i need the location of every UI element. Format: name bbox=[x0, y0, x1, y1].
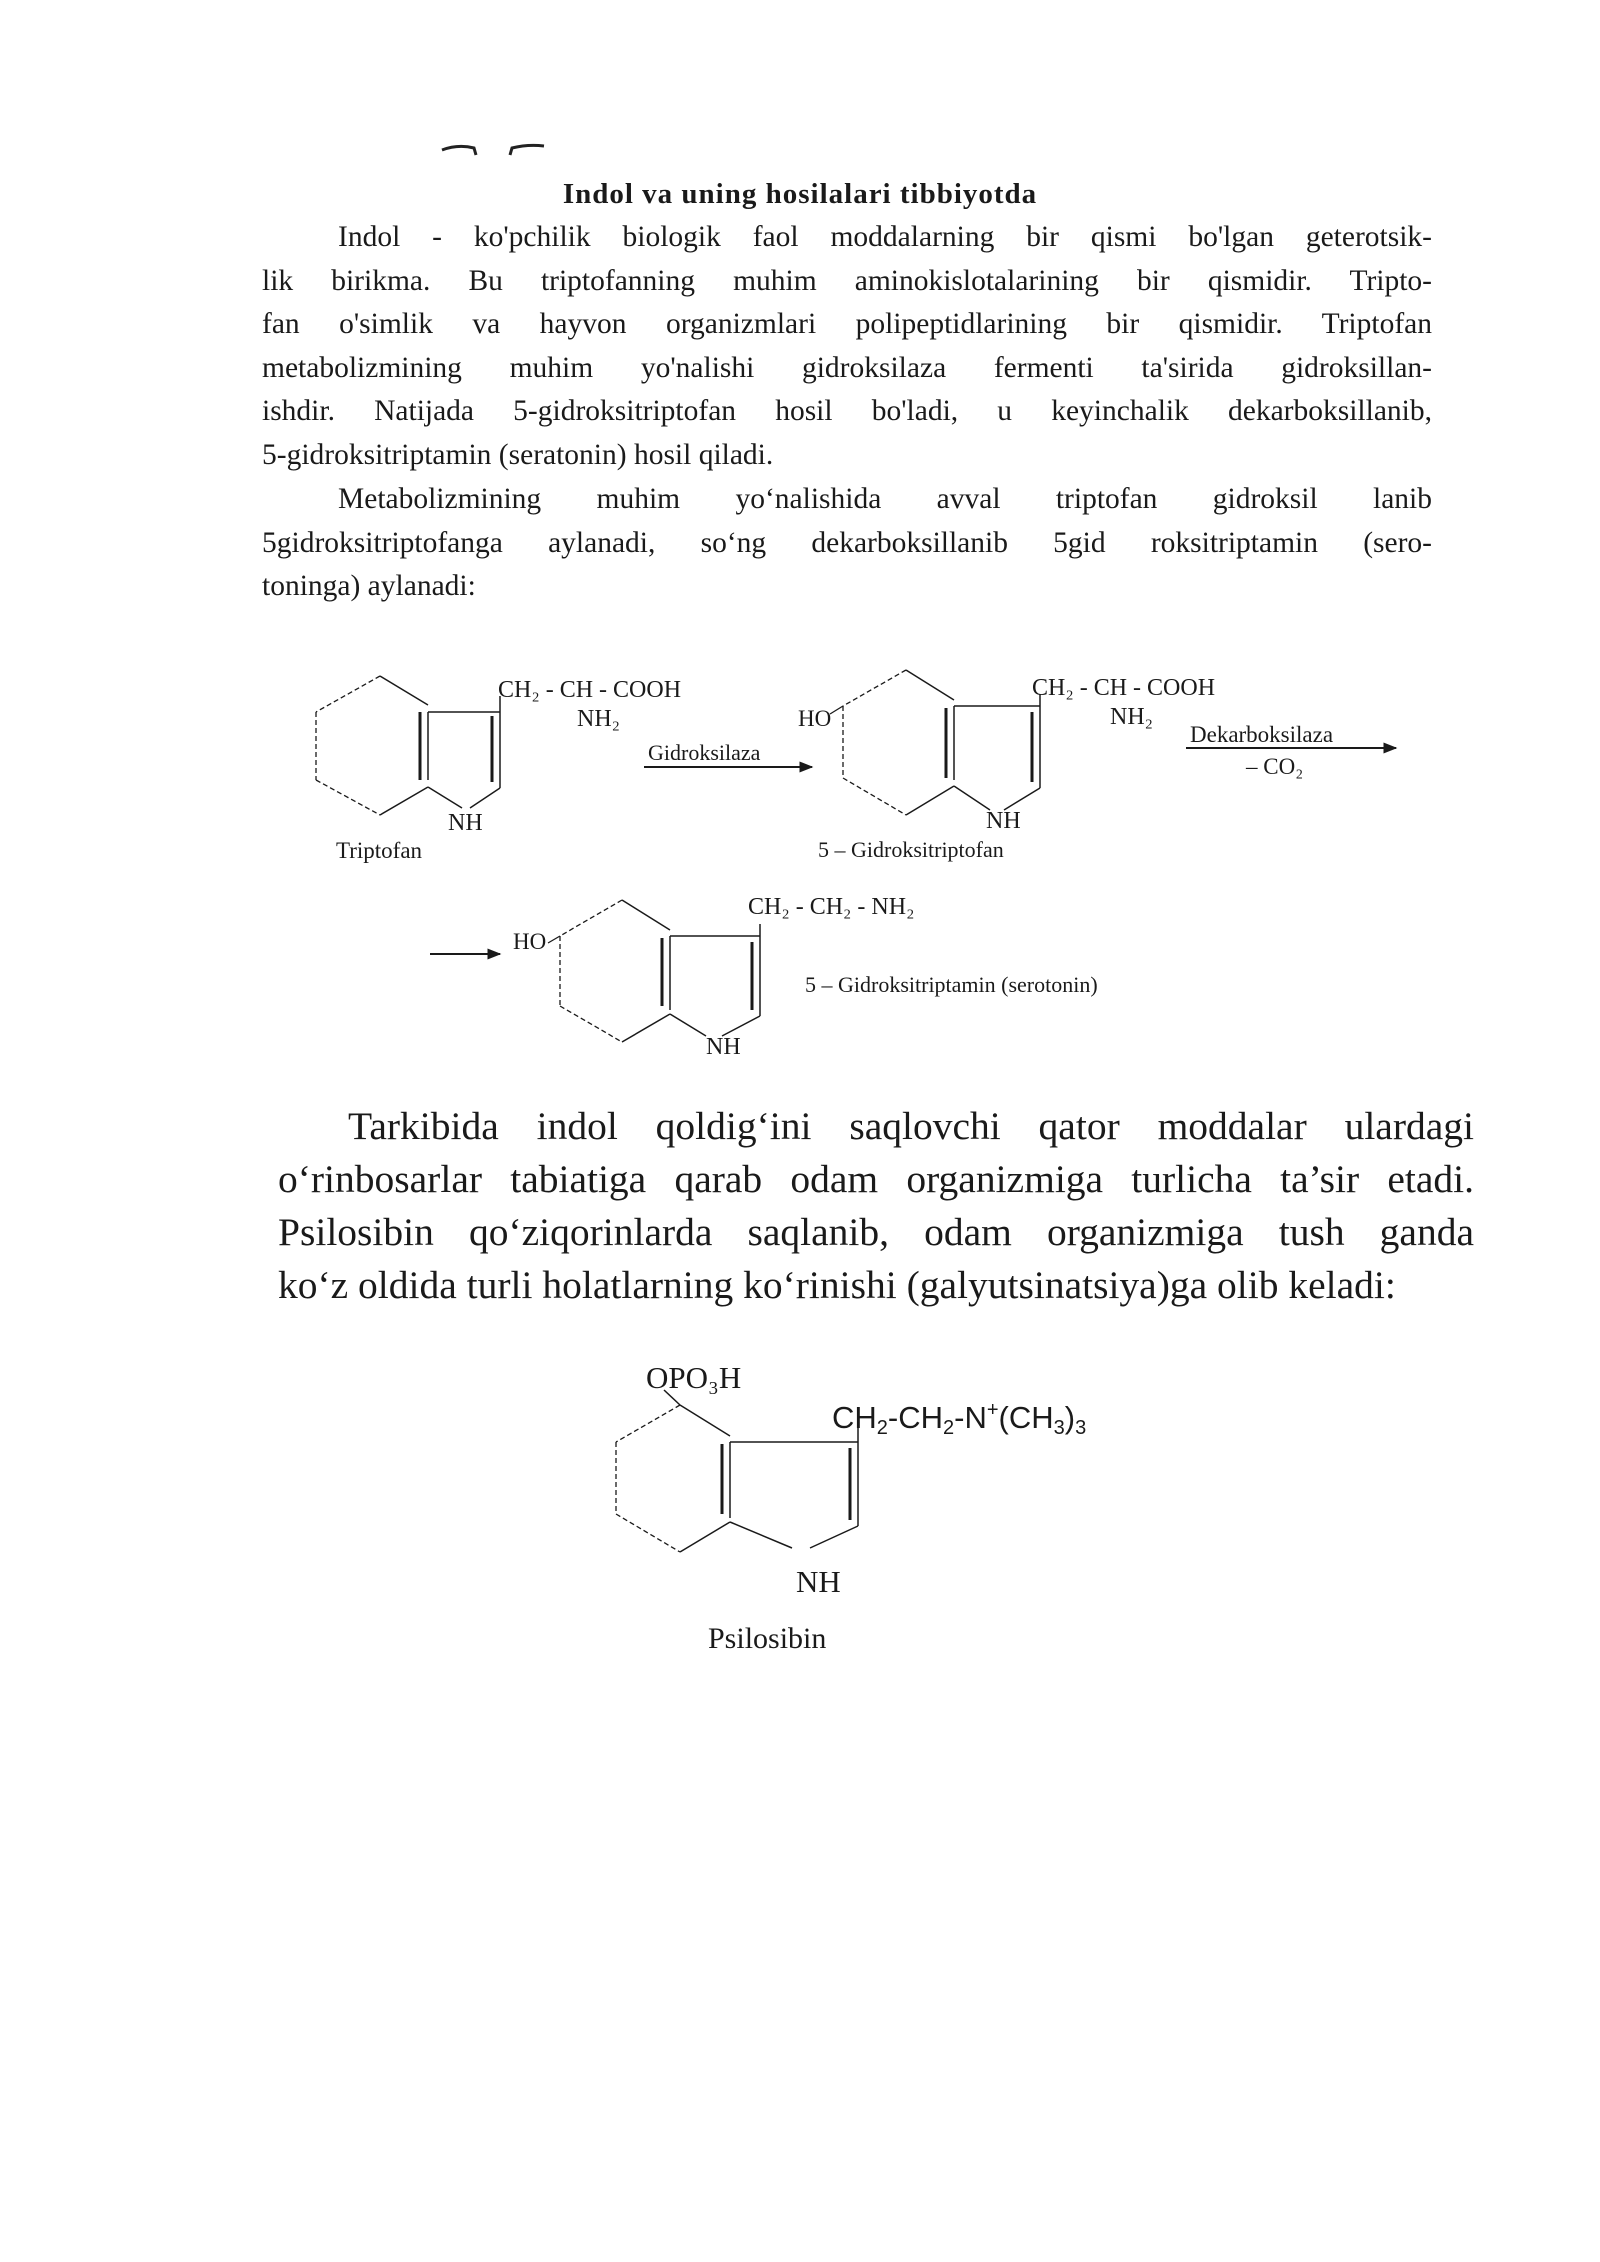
hydroxy-triptofan-name: 5 – Gidroksitriptofan bbox=[818, 837, 1004, 862]
text-line: toninga) aylanadi: bbox=[262, 570, 476, 602]
text-line: lik birikma. Bu triptofanning muhim aminokislotalarining bir qismidir. Tripto- bbox=[262, 264, 1432, 297]
text-line: 5-gidroksitriptamin (seratonin) hosil qiladi. bbox=[262, 438, 774, 471]
hydroxy-triptofan-nh: NH bbox=[986, 808, 1021, 834]
text-line: Metabolizmining muhim yo‘nalishida avval triptofan gidroksil lanib bbox=[338, 483, 1432, 515]
text-line: Psilosibin qo‘ziqorinlarda saqlanib, odam organizmiga tush ganda bbox=[278, 1210, 1474, 1254]
side-chain-part: ) bbox=[1064, 1400, 1076, 1435]
side-chain-part: 2 bbox=[943, 1417, 955, 1439]
serotonin-nh: NH bbox=[706, 1034, 741, 1060]
serotonin-side-chain: CH₂ - CH₂ - NH₂ bbox=[748, 894, 915, 920]
arrow-gidroksilaza-label: Gidroksilaza bbox=[648, 740, 761, 765]
triptofan-amino: NH₂ bbox=[577, 706, 621, 732]
serotonin-ho: HO bbox=[513, 929, 547, 954]
arrow-dekarboksilaza-label: Dekarboksilaza bbox=[1190, 722, 1334, 747]
psilosibin-nh: NH bbox=[796, 1564, 841, 1599]
side-chain-part: CH bbox=[832, 1400, 877, 1435]
hydroxy-triptofan-ho: HO bbox=[798, 706, 832, 731]
triptofan-side-chain: CH₂ - CH - COOH bbox=[498, 677, 682, 703]
text-line: metabolizmining muhim yo'nalishi gidroksilaza fermenti ta'sirida gidroksillan- bbox=[262, 351, 1432, 384]
text-line: Indol - ko'pchilik biologik faol moddalarning bir qismi bo'lgan geterotsik- bbox=[338, 221, 1432, 253]
hydroxy-triptofan-amino: NH₂ bbox=[1110, 704, 1154, 730]
page-title: Indol va uning hosilalari tibbiyotda bbox=[562, 178, 1038, 210]
text-line: Tarkibida indol qoldig‘ini saqlovchi qator moddalar ulardagi bbox=[348, 1104, 1474, 1148]
side-chain-part: (CH bbox=[998, 1400, 1054, 1435]
triptofan-name: Triptofan bbox=[336, 838, 423, 863]
side-chain-part: 3 bbox=[1075, 1417, 1087, 1439]
psilosibin-substituent: OPO₃H bbox=[646, 1360, 742, 1395]
hydroxy-triptofan-side-chain: CH₂ - CH - COOH bbox=[1032, 675, 1216, 701]
triptofan-nh: NH bbox=[448, 810, 483, 836]
text-line: ishdir. Natijada 5-gidroksitriptofan hosil bo'ladi, u keyinchalik dekarboksillanib, bbox=[262, 395, 1432, 427]
side-chain-part: -CH bbox=[887, 1400, 944, 1435]
text-line: 5gidroksitriptofanga aylanadi, so‘ng dekarboksillanib 5gid roksitriptamin (sero- bbox=[262, 526, 1432, 559]
psilosibin-side-chain bbox=[832, 1399, 1086, 1439]
side-chain-part: + bbox=[986, 1399, 999, 1421]
arrow-dekarboksilaza-sublabel: – CO₂ bbox=[1246, 754, 1304, 779]
side-chain-part: 3 bbox=[1053, 1417, 1065, 1439]
serotonin-name: 5 – Gidroksitriptamin (serotonin) bbox=[805, 972, 1098, 997]
side-chain-part: -N bbox=[954, 1400, 987, 1435]
text-line: fan o'simlik va hayvon organizmlari polipeptidlarining bir qismidir. Triptofan bbox=[262, 308, 1432, 340]
side-chain-part: 2 bbox=[876, 1417, 888, 1439]
psilosibin-name: Psilosibin bbox=[708, 1622, 827, 1655]
text-line: o‘rinbosarlar tabiatiga qarab odam organizmiga turlicha ta’sir etadi. bbox=[278, 1157, 1474, 1201]
text-line: ko‘z oldida turli holatlarning ko‘rinishi (galyutsinatsiya)ga olib keladi: bbox=[278, 1263, 1396, 1307]
